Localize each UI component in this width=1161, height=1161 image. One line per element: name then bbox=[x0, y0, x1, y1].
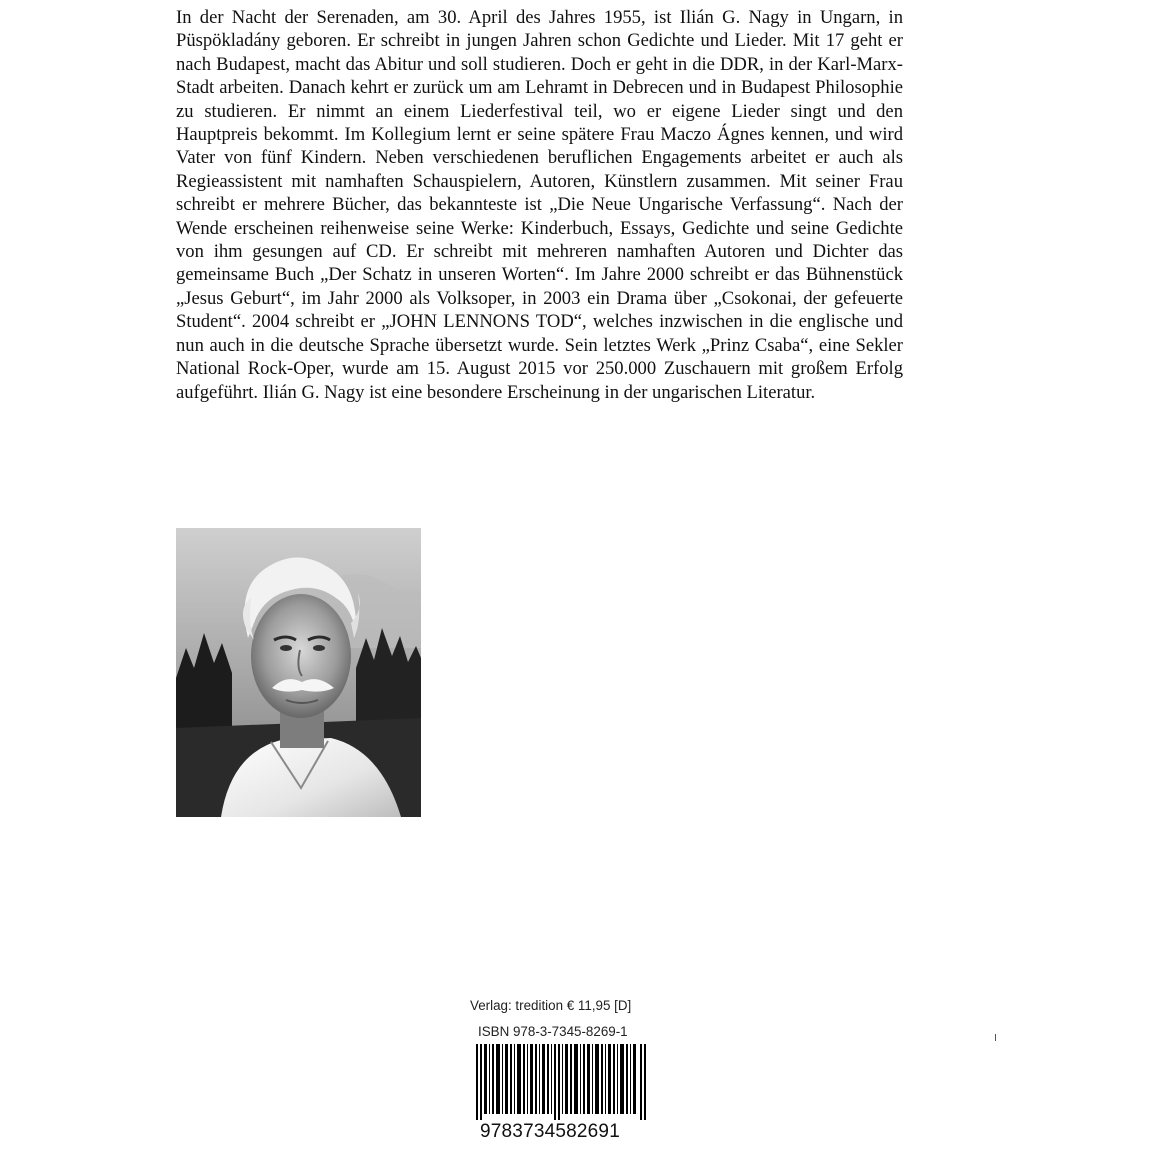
barcode-icon bbox=[476, 1044, 648, 1120]
author-portrait-icon bbox=[176, 528, 421, 817]
book-info-panel bbox=[462, 988, 662, 1161]
barcode-number: 9783734582691 bbox=[480, 1121, 620, 1142]
publisher-price: Verlag: tredition € 11,95 [D] bbox=[470, 998, 632, 1013]
author-photo bbox=[176, 528, 421, 817]
stray-mark bbox=[995, 1034, 996, 1041]
biography-text: In der Nacht der Serenaden, am 30. April des Jahres 1955, ist Ilián G. Nagy in Ungarn, in Püspökladány geboren. Er schreibt in jungen Jahren schon Gedichte und Lieder. Mit 17 geht er nach Budapest, macht das Abitur und soll studieren. Doch er geht in die DDR, in der Karl-Marx-Stadt arbeiten. Danach kehrt er zurück um am Lehramt in Debrecen und in Budapest Philosophie zu studieren. Er nimmt an einem Liederfestival teil, wo er eigene Lieder singt und den Hauptpreis bekommt. Im Kollegium lernt er seine spätere Frau Maczo Ágnes kennen, und wird Vater von fünf Kindern. Neben verschiedenen beruflichen Engagements arbeitet er auch als Regieassistent mit namhaften Schauspielern, Autoren, Künstlern zusammen. Mit seiner Frau schreibt er mehrere Bücher, das bekannteste ist „Die Neue Ungarische Verfassung“. Nach der Wende erscheinen reihenweise seine Werke: Kinderbuch, Essays, Gedichte und seine Gedichte von ihm gesungen auf CD. Er schreibt mit mehreren namhaften Autoren und Dichter das gemeinsame Buch „Der Schatz in unseren Worten“. Im Jahre 2000 schreibt er das Bühnenstück „Jesus Geburt“, im Jahr 2000 als Volksoper, in 2003 ein Drama über „Csokonai, der gefeuerte Student“. 2004 schreibt er „JOHN LENNONS TOD“, welches inzwischen in die englische und nun auch in die deutsche Sprache übersetzt wurde. Sein letztes Werk „Prinz Csaba“, eine Sekler National Rock-Oper, wurde am 15. August 2015 vor 250.000 Zuschauern mit großem Erfolg aufgeführt. Ilián G. Nagy ist eine besondere Erscheinung in der ungarischen Literatur. bbox=[176, 7, 903, 403]
author-biography bbox=[176, 6, 903, 404]
isbn: ISBN 978-3-7345-8269-1 bbox=[478, 1024, 628, 1039]
